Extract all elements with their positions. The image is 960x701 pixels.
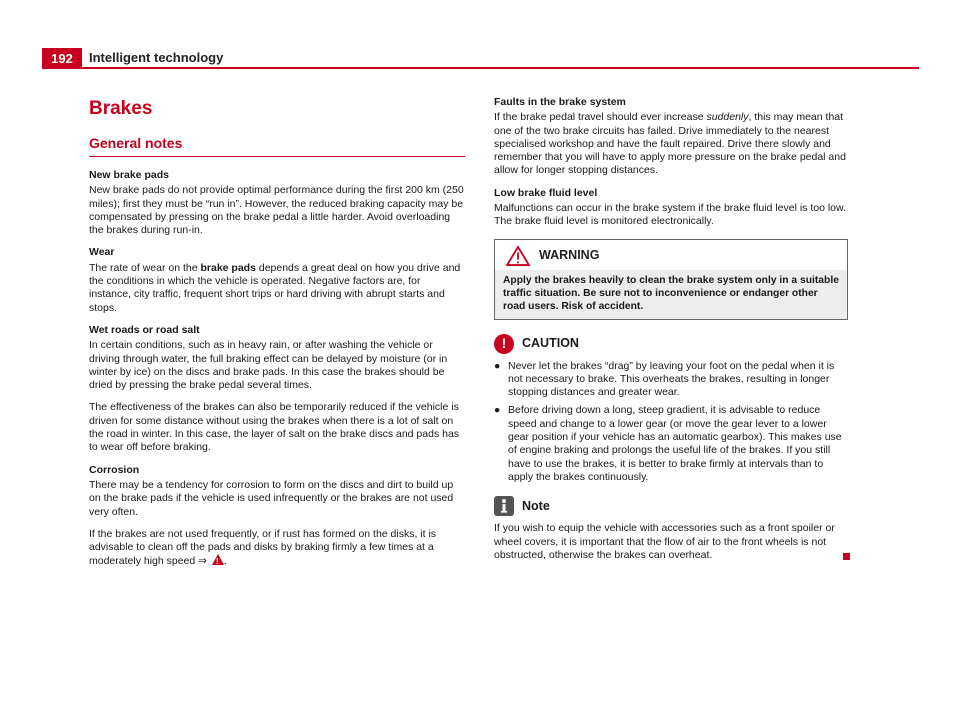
- right-column: [494, 96, 848, 571]
- page-number: 192: [42, 48, 82, 68]
- header-rule: [42, 67, 919, 69]
- warning-text: Apply the brakes heavily to clean the brake system only in a suitable traffic situation. Be sure not to inconvenience or endanger other road users. Risk of accident.: [495, 270, 847, 319]
- corrosion-text: There may be a tendency for corrosion to form on the discs and dirt to build up on the brake pads if the vehicle is used infrequently or the brakes are not used very often.: [89, 478, 454, 518]
- section-end-icon: [843, 553, 850, 560]
- wear-text: [89, 262, 465, 315]
- wear-heading: Wear: [89, 246, 115, 259]
- caution-bullet-1: Never let the brakes “drag” by leaving your foot on the pedal when it is not necessary to brake. This overheats the brakes, resulting in longer stopping distances and greater wear.: [508, 359, 835, 399]
- section-title: General notes: [89, 135, 183, 151]
- wet-roads-text: In certain conditions, such as in heavy rain, or after washing the vehicle or driving through water, the full braking effect can be delayed by moisture (or in winter by ice) on the discs and brake pads. In this case the brakes should be dried by pressing the brake pedal several times.: [89, 339, 448, 392]
- faults-heading: Faults in the brake system: [494, 96, 626, 108]
- faults-text-part2: , this may mean that one of the two brake circuits has failed. Drive immediately to the nearest specialised workshop and have the fault repaired. Drive there slowly and remember that you will have to apply more pressure on the brake pedal and allow for longer stopping distances.: [494, 111, 846, 177]
- caution-header: [494, 334, 848, 354]
- wet-roads-heading: Wet roads or road salt: [89, 323, 200, 336]
- effectiveness-text: The effectiveness of the brakes can also be temporarily reduced if the vehicle is driven for some distance without using the brakes when there is a lot of salt on the road in winter. In this case, the layer of salt on the brake discs and pads has to wear off before braking.: [89, 401, 460, 454]
- wear-text-part2: depends a great deal on how you drive and the conditions in which the vehicle is operated. Negative factors are, for instance, city traffic, frequent short trips or hard driving with abrupt starts and stops.: [89, 261, 461, 314]
- note-text: If you wish to equip the vehicle with accessories such as a front spoiler or wheel covers, it is important that the flow of air to the front wheels is not obstructed, otherwise the brakes can overheat.: [494, 522, 835, 561]
- chapter-title: Brakes: [89, 98, 153, 119]
- warning-title: WARNING: [539, 248, 600, 263]
- list-item: [494, 404, 848, 484]
- left-column: [89, 96, 465, 578]
- new-pads-heading: New brake pads: [89, 169, 169, 181]
- warning-header: [495, 240, 847, 270]
- caution-icon: !: [494, 334, 514, 354]
- caution-bullet-2: Before driving down a long, steep gradient, it is advisable to reduce speed and change to a lower gear (or move the gear lever to a lower gear position if your vehicle has an automatic gearbox). This makes use of engine braking and prolongs the useful life of the brakes. If you still have to use the brakes, it is better to brake firmly at intervals than to apply the brakes continuously.: [508, 404, 842, 483]
- new-pads-text: New brake pads do not provide optimal performance during the first 200 km (250 miles); first they must be “run in”. However, the reduced braking capacity may be compensated by pressing on the brake pedal a little harder. Avoid overloading the brakes during run-in.: [89, 184, 464, 237]
- rust-text-end: .: [223, 555, 227, 568]
- bullet-icon: ●: [494, 359, 501, 372]
- running-title: Intelligent technology: [89, 50, 224, 65]
- warning-box: [494, 239, 848, 320]
- warning-reference-icon[interactable]: [212, 554, 224, 565]
- list-item: [494, 360, 848, 400]
- caution-title: CAUTION: [522, 335, 579, 350]
- fluid-heading: Low brake fluid level: [494, 186, 598, 199]
- note-title: Note: [522, 498, 550, 513]
- wear-bold-term: brake pads: [200, 261, 256, 274]
- faults-text: [494, 111, 848, 177]
- rust-text-body: If the brakes are not used frequently, or if rust has formed on the disks, it is advisable to clean off the pads and disks by braking firmly a few times at a moderately high speed ⇒: [89, 527, 437, 568]
- note-header: [494, 496, 848, 516]
- faults-text-part1: If the brake pedal travel should ever increase: [494, 111, 707, 124]
- section-rule: [89, 156, 465, 157]
- faults-italic-term: suddenly: [706, 111, 749, 124]
- corrosion-heading: Corrosion: [89, 463, 140, 476]
- warning-triangle-icon: [505, 246, 531, 266]
- note-icon: [494, 496, 514, 516]
- wear-text-part1: The rate of wear on the: [89, 261, 201, 274]
- fluid-text: Malfunctions can occur in the brake system if the brake fluid level is too low. The brake fluid level is monitored electronically.: [494, 202, 846, 228]
- bullet-icon: ●: [494, 404, 501, 417]
- rust-text: [89, 528, 465, 569]
